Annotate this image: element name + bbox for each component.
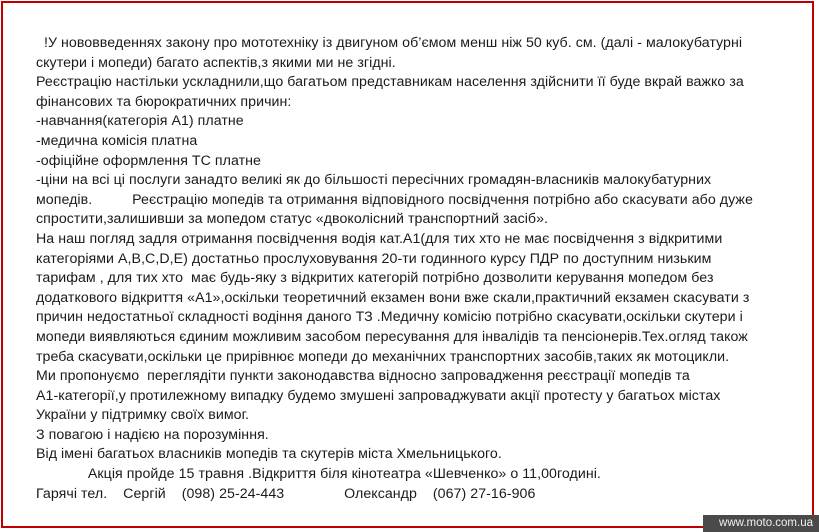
event-notice: Акція пройде 15 травня .Відкриття біля кінотеатра «Шевченко» о 11,00годині. bbox=[36, 466, 601, 483]
text-line: Реєстрацію настільки ускладнили,що багатьом представникам населення здійснити її буде вкрай важко за bbox=[36, 74, 744, 91]
announcement-text bbox=[36, 34, 796, 504]
text-line: Від імені багатьох власників мопедів та скутерів міста Хмельницького. bbox=[36, 446, 502, 463]
text-line: треба скасувати,оскільки це прирівнює мопеди до механічних транспортних засобів,таких як мотоцикли. bbox=[36, 348, 730, 365]
text-line: На наш погляд задля отримання посвідчення водія кат.А1(для тих хто не має посвідчення з відкритими bbox=[36, 230, 723, 247]
text-line: скутери і мопеди) багато аспектів,з якими ми не згідні. bbox=[36, 54, 396, 71]
text-line: фінансових та бюрократичних причин: bbox=[36, 93, 292, 110]
text-line: З повагою і надією на порозуміння. bbox=[36, 426, 269, 443]
text-line: мопедів. Реєстрацію мопедів та отримання відповідного посвідчення потрібно або скасувати або дуже bbox=[36, 191, 753, 208]
text-line: А1-категорії,у протилежному випадку будемо змушені запроваджувати акції протесту у багатьох містах bbox=[36, 387, 721, 404]
text-line: -навчання(категорія А1) платне bbox=[36, 113, 244, 130]
text-line: -офіційне оформлення ТС платне bbox=[36, 152, 261, 169]
site-watermark: www.moto.com.ua bbox=[703, 515, 819, 532]
text-line: тарифам , для тих хто має будь-яку з відкритих категорій потрібно дозволити керування мопедом без bbox=[36, 270, 714, 287]
contact-phones: Гарячі тел. Сергій (098) 25-24-443 Олександр (067) 27-16-906 bbox=[36, 485, 536, 502]
text-line: категоріями A,B,C,D,E) достатньо прослуховування 20-ти годинного курсу ПДР по доступним низьким bbox=[36, 250, 712, 267]
text-line: Ми пропонуємо переглядіти пункти законодавства відносно запровадження реєстрації мопедів та bbox=[36, 368, 690, 385]
text-line: причин недостатньої складності водіння даного ТЗ .Медичну комісію потрібно скасувати,оскільки скутери і bbox=[36, 309, 743, 326]
text-line: мопеди виявляються єдиним можливим засобом пересування для інвалідів та пенсіонерів.Тех.огляд також bbox=[36, 328, 748, 345]
text-line: -ціни на всі ці послуги занадто великі як до більшості пересічних громадян-власників малокубатурних bbox=[36, 172, 712, 189]
text-line: спростити,залишивши за мопедом статус «двоколісний транспортний засіб». bbox=[36, 211, 549, 228]
text-line: -медична комісія платна bbox=[36, 132, 198, 149]
text-line: додаткового відкриття «А1»,оскільки теоретичний екзамен вони вже скали,практичний екзамен скасувати з bbox=[36, 289, 750, 306]
text-line: України у підтримку своїх вимог. bbox=[36, 407, 250, 424]
text-line: !У нововведеннях закону про мототехніку із двигуном об’ємом менш ніж 50 куб. см. (далі - малокубатурні bbox=[36, 35, 743, 51]
